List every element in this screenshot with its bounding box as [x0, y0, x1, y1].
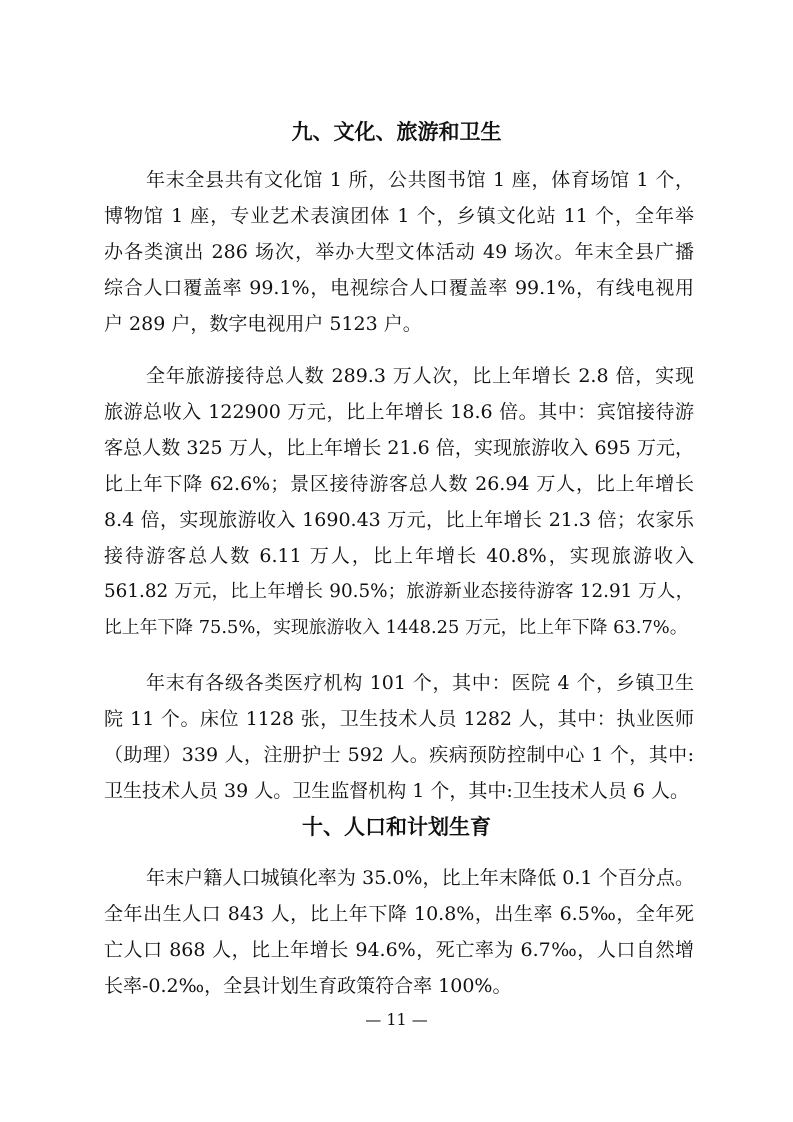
text-line: 比上年下降 62.6%；景区接待游客总人数 26.94 万人，比上年增长 — [104, 473, 694, 495]
text-line: 年末全县共有文化馆 1 所，公共图书馆 1 座，体育场馆 1 个， — [146, 169, 694, 191]
text-line: 户 289 户，数字电视用户 5123 户。 — [104, 313, 422, 335]
section-heading-culture-tourism-health: 九、文化、旅游和卫生 — [291, 120, 502, 144]
text-line: （助理）339 人，注册护士 592 人。疾病预防控制中心 1 个，其中: — [104, 744, 694, 766]
text-line: 博物馆 1 座，专业艺术表演团体 1 个，乡镇文化站 11 个，全年举 — [104, 205, 694, 227]
text-line: 长率-0.2‰，全县计划生育政策符合率 100%。 — [104, 975, 512, 997]
paragraph-population — [104, 860, 694, 1004]
section-heading-population-family-planning: 十、人口和计划生育 — [302, 815, 491, 839]
text-line: 接待游客总人数 6.11 万人，比上年增长 40.8%，实现旅游收入 — [104, 545, 694, 567]
paragraph-tourism — [104, 358, 694, 646]
text-line: 办各类演出 286 场次，举办大型文体活动 49 场次。年末全县广播 — [104, 241, 694, 263]
text-line: 全年出生人口 843 人，比上年下降 10.8%，出生率 6.5‰，全年死 — [104, 903, 694, 925]
text-line: 比上年下降 75.5%，实现旅游收入 1448.25 万元，比上年下降 63.7%。 — [104, 617, 688, 638]
text-line: 旅游总收入 122900 万元，比上年增长 18.6 倍。其中：宾馆接待游 — [104, 401, 694, 423]
text-line: 卫生技术人员 39 人。卫生监督机构 1 个，其中:卫生技术人员 6 人。 — [104, 780, 689, 802]
text-line: 年末户籍人口城镇化率为 35.0%，比上年末降低 0.1 个百分点。 — [146, 867, 694, 889]
text-line: 年末有各级各类医疗机构 101 个，其中：医院 4 个，乡镇卫生 — [146, 672, 694, 694]
text-line: 院 11 个。床位 1128 张，卫生技术人员 1282 人，其中：执业医师 — [104, 708, 694, 730]
text-line: 全年旅游接待总人数 289.3 万人次，比上年增长 2.8 倍，实现 — [146, 365, 694, 387]
text-line: 亡人口 868 人，比上年增长 94.6%，死亡率为 6.7‰，人口自然增 — [104, 939, 694, 961]
text-line: 561.82 万元，比上年增长 90.5%；旅游新业态接待游客 12.91 万人， — [104, 581, 694, 602]
text-line: 8.4 倍，实现旅游收入 1690.43 万元，比上年增长 21.3 倍；农家乐 — [104, 509, 694, 531]
page-number: — 11 — — [365, 1010, 428, 1029]
paragraph-health — [104, 665, 694, 809]
text-line: 客总人数 325 万人，比上年增长 21.6 倍，实现旅游收入 695 万元， — [104, 437, 694, 459]
text-line: 综合人口覆盖率 99.1%，电视综合人口覆盖率 99.1%，有线电视用 — [104, 277, 694, 299]
paragraph-culture — [104, 162, 694, 342]
